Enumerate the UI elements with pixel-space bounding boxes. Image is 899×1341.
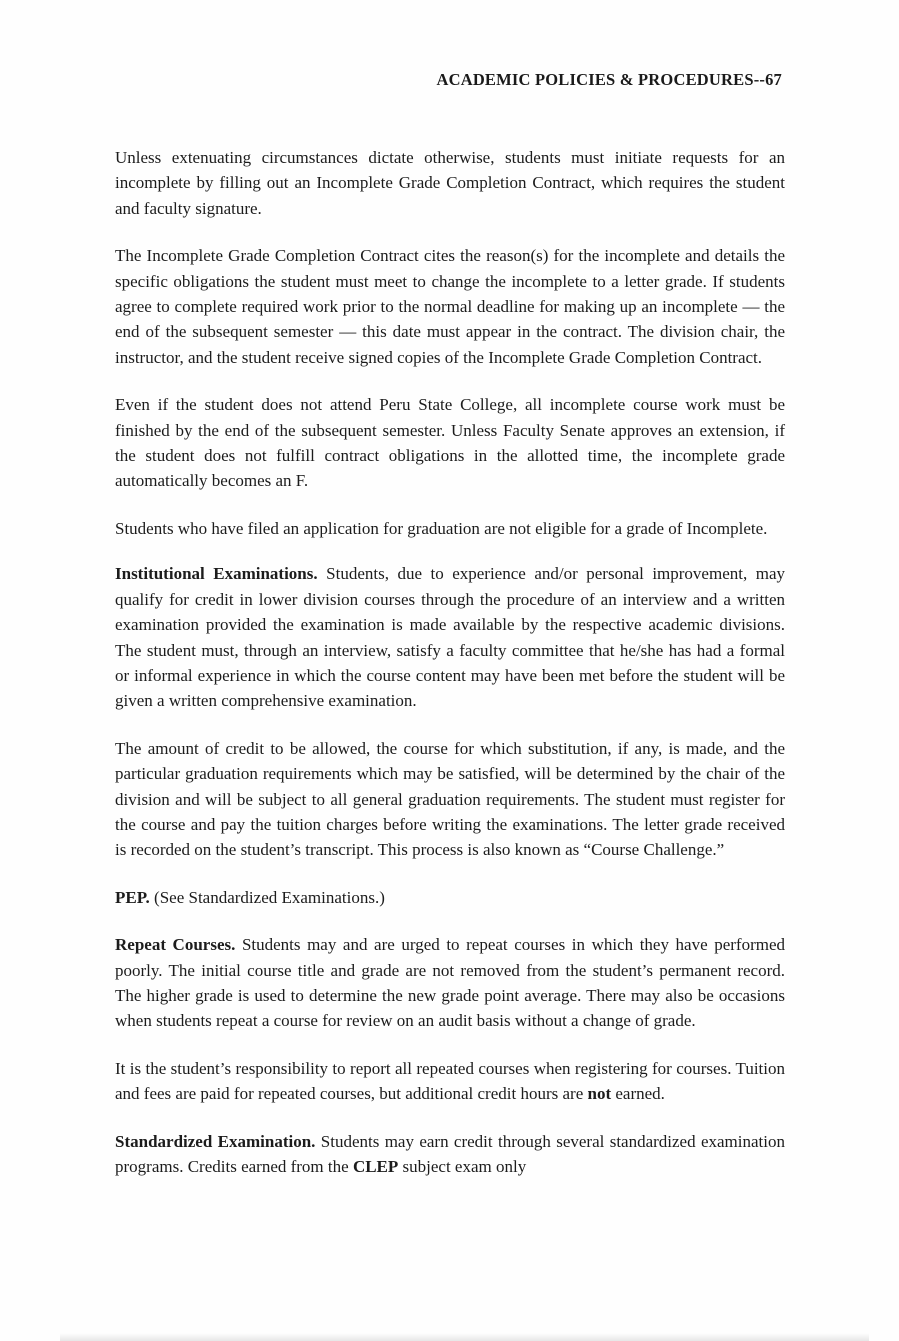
paragraph-incomplete-contract: The Incomplete Grade Completion Contract cites the reason(s) for the incomplete and details the specific obligations the student must meet to change the incomplete to a letter grade. If students agree to complete required work prior to the normal deadline for making up an incomplete — the end of the subsequent semester — this date must appear in the contract. The division chair, the instructor, and the student receive signed copies of the Incomplete Grade Completion Contract. (115, 246, 785, 367)
emphasis-not: not (587, 1084, 612, 1104)
section-heading-standardized-examination: Standardized Examination. (115, 1131, 316, 1151)
body-text (115, 145, 785, 1201)
paragraph-text: Students, due to experience and/or personal improvement, may qualify for credit in lower division courses through the procedure of an interview and a written examination provided the examination is made available by the respective academic divisions. The student must, through an interview, satisfy a faculty committee that he/she has had a formal or informal experience in which the course content may have been met before the student will be given a written comprehensive examination. (115, 564, 785, 711)
paragraph-course-challenge: The amount of credit to be allowed, the course for which substitution, if any, is made, and the particular graduation requirements which may be satisfied, will be determined by the chair of the division and will be subject to all general graduation requirements. The student must register for the course and pay the tuition charges before writing the examinations. The letter grade received is recorded on the student’s transcript. This process is also known as “Course Challenge.” (115, 738, 785, 860)
running-head: ACADEMIC POLICIES & PROCEDURES--67 (436, 70, 782, 89)
emphasis-clep: CLEP (352, 1157, 399, 1176)
paragraph-text: Students may and are urged to repeat courses in which they have performed poorly. The initial course title and grade are not removed from the student’s permanent record. The higher grade is used to determine the new grade point average. There may also be occasions when students repeat a course for review on an audit basis without a change of grade. (115, 935, 785, 1031)
paragraph-incomplete-deadline: Even if the student does not attend Peru State College, all incomplete course work must be finished by the end of the subsequent semester. Unless Faculty Senate approves an extension, if the student does not fulfill contract obligations in the allotted time, the incomplete grade automatically becomes an F. (115, 395, 785, 491)
paragraph-standardized-examination (115, 1129, 785, 1180)
paragraph-text: It is the student’s responsibility to report all repeated courses when registering for courses. Tuition and fees are paid for repeated courses, but additional credit hours are (115, 1058, 785, 1104)
paragraph-text: subject exam only (398, 1157, 527, 1176)
paragraph-pep (115, 885, 785, 910)
paragraph-repeat-courses (115, 932, 785, 1034)
paragraph-institutional-examinations (115, 561, 785, 713)
paragraph-text: (See Standardized Examinations.) (149, 887, 385, 907)
paragraph-graduation-eligibility: Students who have filed an application for graduation are not eligible for a grade of Incomplete. (115, 518, 768, 538)
paragraph-repeat-responsibility (115, 1056, 785, 1107)
paragraph-incomplete-request: Unless extenuating circumstances dictate otherwise, students must initiate requests for an incomplete by filling out an Incomplete Grade Completion Contract, which requires the student and faculty signature. (115, 148, 785, 218)
scan-bottom-edge (60, 1333, 869, 1341)
paragraph-text: earned. (611, 1084, 665, 1104)
section-heading-institutional-examinations: Institutional Examinations. (115, 564, 318, 584)
section-heading-repeat-courses: Repeat Courses. (115, 935, 236, 955)
section-heading-pep: PEP. (115, 887, 150, 907)
paragraph-text: Students may earn credit through several standardized examination programs. Credits earned from the (115, 1131, 785, 1176)
